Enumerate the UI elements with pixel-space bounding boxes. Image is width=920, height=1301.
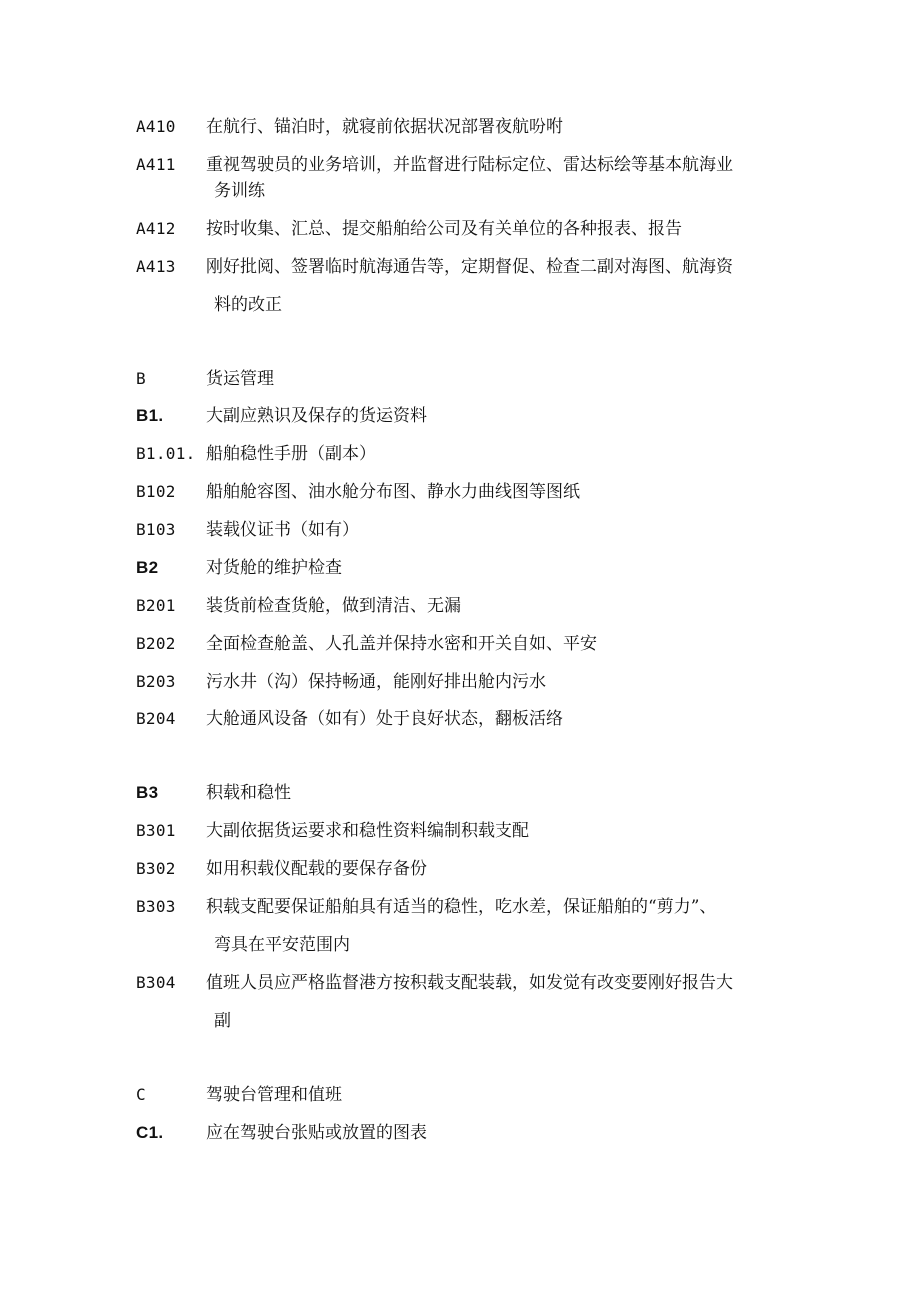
item-text: 船舶舱容图、油水舱分布图、静水力曲线图等图纸: [206, 482, 580, 502]
item-code: A412: [136, 219, 176, 238]
item-code: B1.: [136, 406, 164, 425]
item-text: 大副应熟识及保存的货运资料: [206, 406, 427, 426]
item-code: A411: [136, 155, 176, 174]
item-text: 按时收集、汇总、提交船舶给公司及有关单位的各种报表、报告: [206, 219, 682, 239]
item-text: 如用积载仪配载的要保存备份: [206, 859, 427, 879]
item-code: B303: [136, 897, 176, 916]
item-text: 污水井（沟）保持畅通，能刚好排出舱内污水: [206, 672, 546, 692]
item-text: 对货舱的维护检查: [206, 558, 342, 578]
item-code: C: [136, 1085, 146, 1104]
item-text: 装载仪证书（如有）: [206, 520, 359, 540]
item-code: B203: [136, 672, 176, 691]
item-text: 全面检查舱盖、人孔盖并保持水密和开关自如、平安: [206, 634, 597, 654]
item-code: B302: [136, 859, 176, 878]
item-text-continuation: 副: [214, 1011, 231, 1031]
item-code: B: [136, 369, 146, 388]
item-code: B304: [136, 973, 176, 992]
item-code: B204: [136, 709, 176, 728]
item-text: 装货前检查货舱，做到清洁、无漏: [206, 596, 461, 616]
item-text: 应在驾驶台张贴或放置的图表: [206, 1123, 427, 1143]
item-code: B103: [136, 520, 176, 539]
item-text: 积载支配要保证船舶具有适当的稳性，吃水差，保证船舶的“剪力”、: [206, 897, 717, 917]
item-text: 刚好批阅、签署临时航海通告等，定期督促、检查二副对海图、航海资: [206, 257, 733, 277]
item-text: 船舶稳性手册（副本）: [206, 444, 376, 464]
item-code: B202: [136, 634, 176, 653]
item-text: 在航行、锚泊时，就寝前依据状况部署夜航吩咐: [206, 117, 563, 137]
item-code: B1.01.: [136, 444, 196, 463]
item-code: B3: [136, 783, 159, 802]
item-text-continuation: 料的改正: [214, 295, 282, 315]
item-text: 积载和稳性: [206, 783, 291, 803]
item-text: 重视驾驶员的业务培训，并监督进行陆标定位、雷达标绘等基本航海业: [206, 155, 733, 175]
item-text: 驾驶台管理和值班: [206, 1085, 342, 1105]
item-code: A413: [136, 257, 176, 276]
item-text-continuation: 务训练: [214, 181, 265, 201]
item-code: C1.: [136, 1123, 164, 1142]
item-text: 大副依据货运要求和稳性资料编制积载支配: [206, 821, 529, 841]
item-text: 大舱通风设备（如有）处于良好状态，翻板活络: [206, 709, 563, 729]
item-code: B2: [136, 558, 159, 577]
item-code: A410: [136, 117, 176, 136]
item-text: 货运管理: [206, 369, 274, 389]
item-text-continuation: 弯具在平安范围内: [214, 935, 350, 955]
item-code: B102: [136, 482, 176, 501]
item-code: B201: [136, 596, 176, 615]
item-code: B301: [136, 821, 176, 840]
item-text: 值班人员应严格监督港方按积载支配装载，如发觉有改变要刚好报告大: [206, 973, 733, 993]
